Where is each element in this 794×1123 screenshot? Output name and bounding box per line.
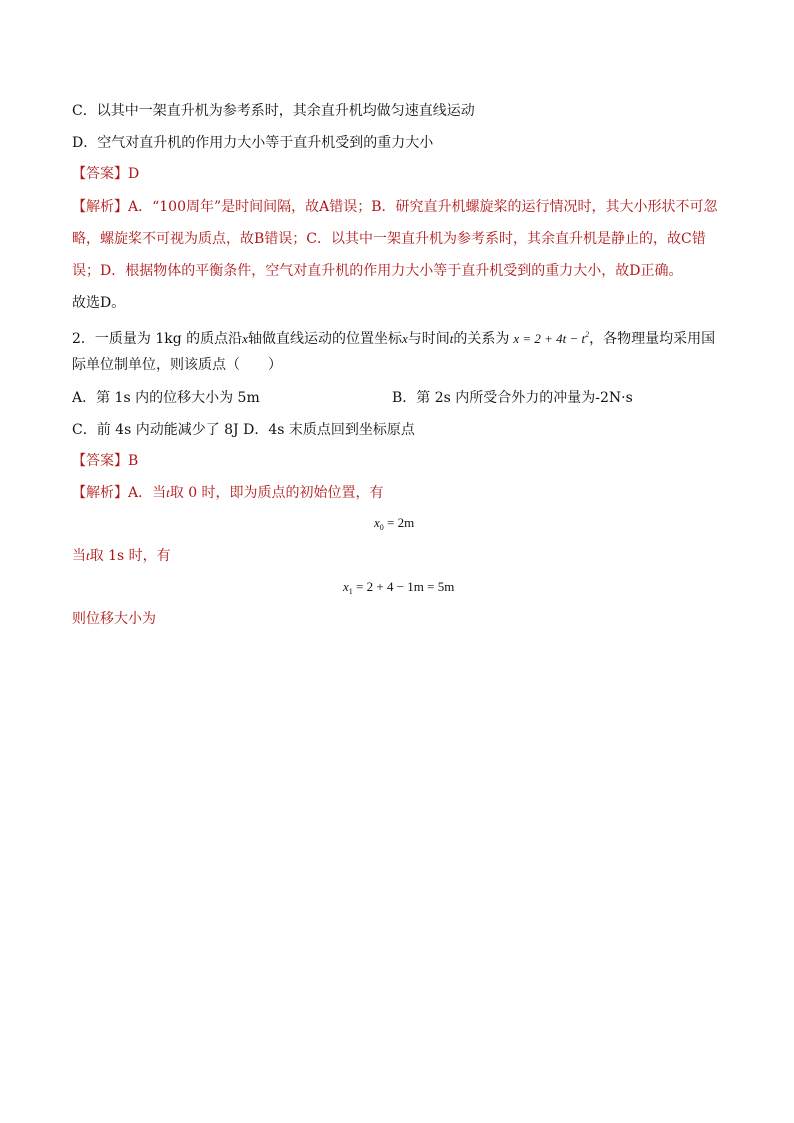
q2-var-x: x — [242, 331, 248, 346]
option-b: B．第 2s 内所受合外力的冲量为-2N·s — [392, 390, 633, 406]
analysis-2-line-1 — [72, 483, 384, 503]
answer-value: D — [128, 166, 140, 182]
analysis-text-b: 取 0 时，即为质点的初始位置，有 — [169, 485, 384, 501]
analysis-text-b: 取 1s 时，有 — [89, 548, 171, 564]
q2-text-a: 2．一质量为 1kg 的质点沿 — [72, 331, 243, 347]
q2-text-d: 的关系为 — [453, 331, 510, 347]
answer-value: B — [128, 453, 139, 469]
question-2-line-1 — [72, 325, 715, 349]
analysis-text: A．“100周年”是时间间隔，故A错误；B．研究直升机螺旋桨的运行情况时，其大小形状不可忽 — [128, 199, 718, 215]
option-c-prev: C．以其中一架直升机为参考系时，其余直升机均做匀速直线运动 — [72, 103, 475, 119]
option-c-d: C．前 4s 内动能减少了 8J D．4s 末质点回到坐标原点 — [72, 422, 415, 438]
var-t: t — [86, 548, 90, 563]
option-a: A．第 1s 内的位移大小为 5m — [72, 390, 260, 406]
var-t: t — [166, 485, 170, 500]
analysis-2-line-2 — [72, 546, 171, 566]
analysis-label: 【解析】 — [72, 199, 128, 215]
question-2-line-2: 际单位制单位，则该质点（ ） — [72, 357, 282, 373]
q2-formula — [513, 331, 589, 346]
analysis-1-line-2: 略，螺旋桨不可视为质点，故B错误；C．以其中一架直升机为参考系时，其余直升机是静止的，故C错 — [72, 231, 706, 247]
q2-var-t: t — [449, 331, 454, 346]
analysis-1-line-4: 故选D。 — [72, 295, 126, 311]
eq-var: x — [343, 579, 349, 594]
q2-text-b: 轴做直线运动的位置坐标 — [247, 331, 402, 347]
analysis-text-a: 当 — [72, 548, 86, 564]
eq-rest: = 2 + 4 − 1m = 5m — [352, 579, 455, 594]
formula-exponent: 2 — [585, 330, 590, 339]
answer-label: 【答案】 — [72, 166, 128, 182]
analysis-text-a: A．当 — [128, 485, 167, 501]
analysis-1-line-3: 误；D．根据物体的平衡条件，空气对直升机的作用力大小等于直升机受到的重力大小，故D正确。 — [72, 263, 683, 279]
eq-var: x — [374, 515, 380, 530]
analysis-1-line-1 — [72, 197, 718, 217]
eq-rest: = 2m — [383, 515, 415, 530]
q2-text-c: 与时间 — [407, 331, 450, 347]
equation-x0 — [374, 514, 414, 537]
q2-var-x: x — [401, 331, 408, 346]
analysis-label: 【解析】 — [72, 485, 128, 501]
answer-1 — [72, 164, 139, 184]
eq-subscript: 1 — [348, 587, 353, 596]
eq-subscript: 0 — [379, 523, 384, 532]
answer-label: 【答案】 — [72, 453, 128, 469]
option-d-prev: D．空气对直升机的作用力大小等于直升机受到的重力大小 — [72, 135, 434, 151]
q2-text-e: ，各物理量均采用国 — [589, 331, 716, 347]
answer-2 — [72, 451, 138, 471]
formula-main: x = 2 + 4t − t — [513, 331, 586, 346]
equation-x1 — [343, 578, 454, 601]
analysis-2-line-3: 则位移大小为 — [72, 611, 156, 627]
